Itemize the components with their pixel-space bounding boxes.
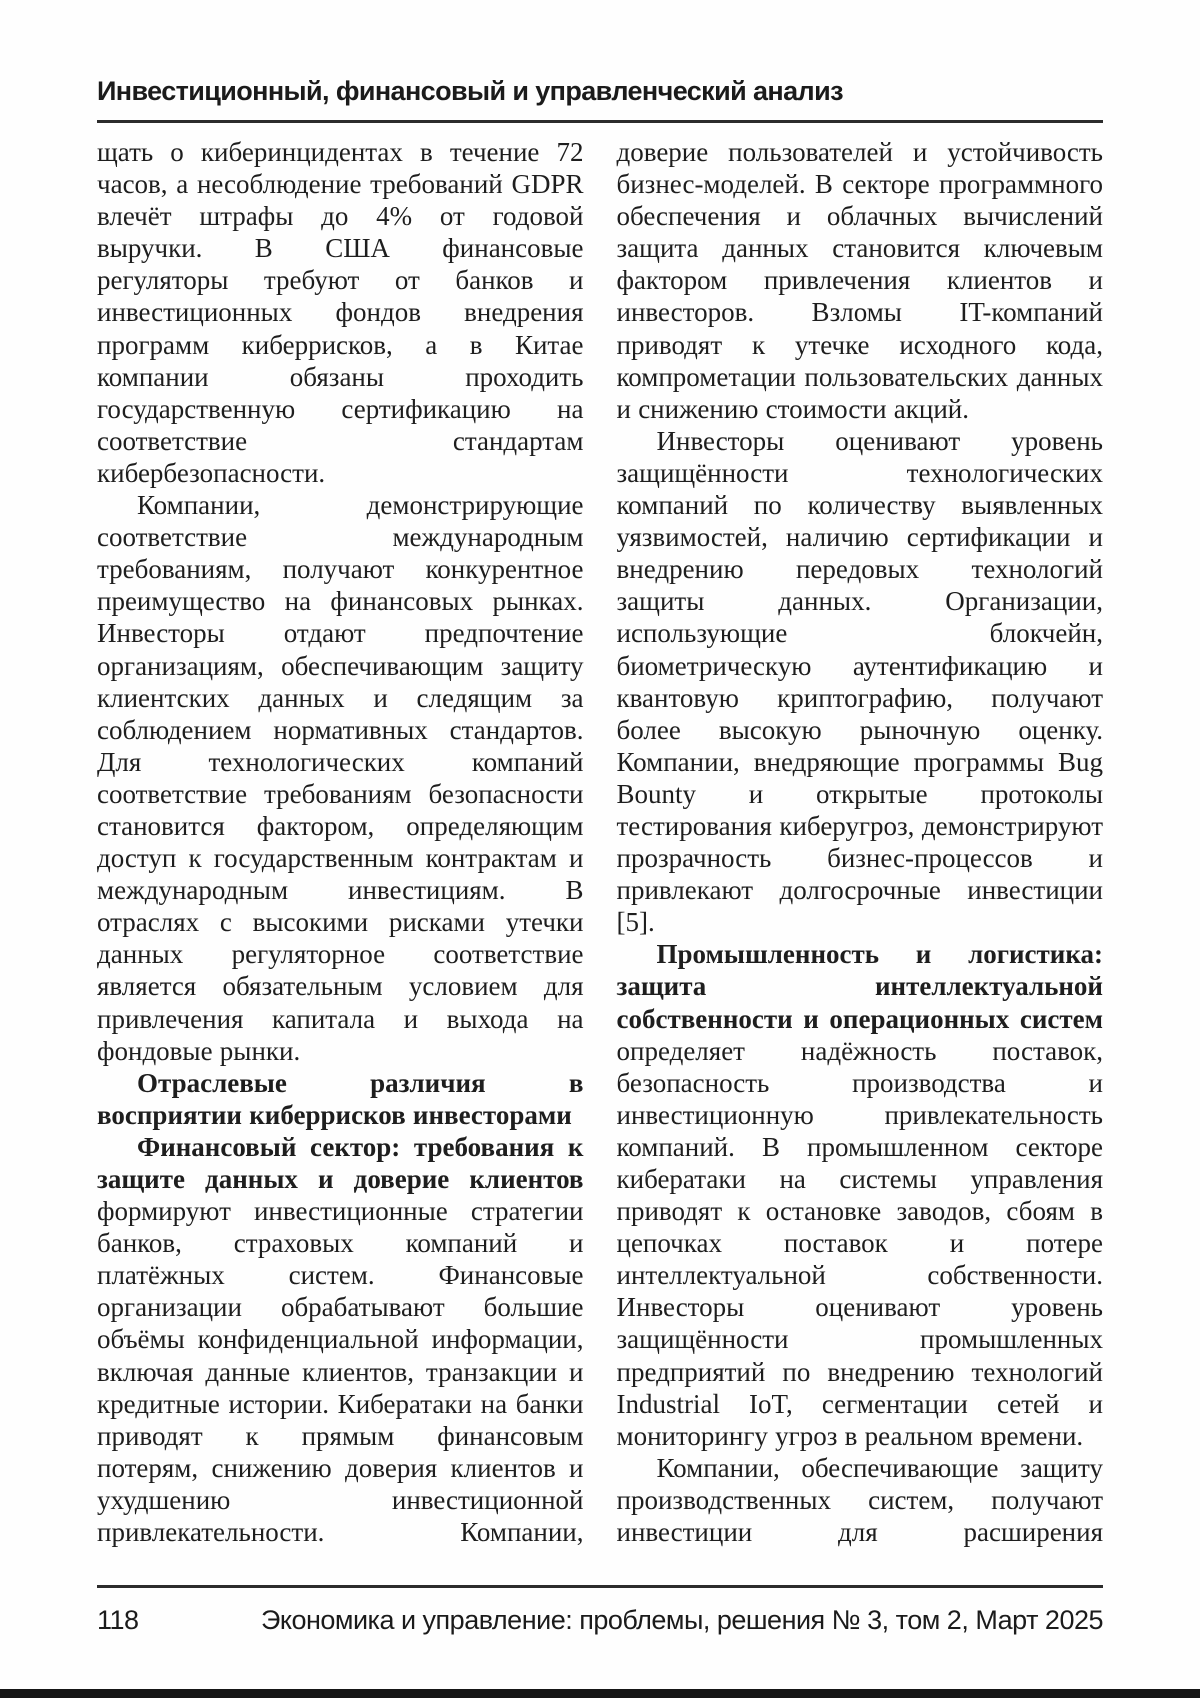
- running-header: [97, 0, 1103, 123]
- footer-rule: [97, 1585, 1103, 1588]
- paragraph-text: Инвесторы оценивают уровень защищённости технологических компаний по количеству выявленных уязвимостей, наличию сертификации и внедрению передовых технологий защиты данных. Организации, использующие блокчейн, биометрическую аутентификацию и квантовую криптографию, получают более высокую рыночную оценку. Компании, внедряющие программы Bug Bounty и открытые протоколы тестирования киберугроз, демонстрируют прозрачность бизнес-процессов и привлекают долгосрочные инвестиции [5].: [616, 425, 1103, 938]
- paragraph-lead: Промышленность и логистика: защита интеллектуальной собственности и операционных систем: [616, 939, 1103, 1034]
- paragraph: [97, 489, 584, 1067]
- paragraph: [617, 938, 1104, 1452]
- left-column: [97, 136, 584, 1551]
- paragraph-continuation: [97, 136, 584, 489]
- two-column-body: [97, 136, 1103, 1551]
- paragraph-text: доверие пользователей и устойчивость бизнес-моделей. В секторе программного обеспечения и облачных вычислений защита данных становится ключевым фактором привлечения клиентов и инвесторов. Взломы IT-компаний приводят к утечке исходного кода, компрометации пользовательских данных и снижению стоимости акций.: [616, 137, 1103, 424]
- page-number: 118: [97, 1605, 139, 1635]
- scan-edge-artifact: [0, 1689, 1200, 1698]
- paragraph: [617, 425, 1104, 939]
- paragraph-text: Компании, обеспечивающие защиту производственных систем, получают инвестиции для расширения: [616, 1452, 1103, 1548]
- paragraph-lead: Финансовый сектор: требования к защите данных и доверие клиентов: [97, 1131, 584, 1194]
- running-footer: [97, 1572, 1103, 1636]
- journal-title: Экономика и управление: проблемы, решения № 3, том 2, Март 2025: [260, 1605, 1103, 1635]
- paragraph-text: Компании, демонстрирующие соответствие международным требованиям, получают конкурентное преимущество на финансовых рынках. Инвесторы отдают предпочтение организациям, обеспечивающим защиту клиентских данных и следящим за соблюдением нормативных стандартов. Для технологических компаний соответствие требованиям безопасности становится фактором, определяющим доступ к государственным контрактам и международным инвестициям. В отраслях с высокими рисками утечки данных регуляторное соответствие является обязательным условием для привлечения капитала и выхода на фондовые рынки.: [97, 490, 584, 1066]
- paragraph-continuation: [617, 136, 1104, 425]
- paragraph-text: формируют инвестиционные стратегии банков, страховых компаний и платёжных систем. Финансовые организации обрабатывают большие объёмы конфиденциальной информации, включая данные клиентов, транзакции и кредитные истории. Кибератаки на банки приводят к прямым финансовым потерям, снижению доверия клиентов и ухудшению инвестиционной привлекательности. Компании,: [97, 1196, 584, 1548]
- section-heading: [97, 1067, 584, 1131]
- paragraph-text: щать о киберинцидентах в течение 72 часов, а несоблюдение требований GDPR влечёт штрафы до 4% от годовой выручки. В США финансовые регуляторы требуют от банков и инвестиционных фондов внедрения программ киберрисков, а в Китае компании обязаны проходить государственную сертификацию на соответствие стандартам кибербезопасности.: [97, 137, 584, 488]
- right-column: [617, 136, 1104, 1551]
- page-title: Инвестиционный, финансовый и управленческий анализ: [97, 76, 843, 106]
- paragraph: [617, 1452, 1104, 1551]
- heading-text: Отраслевые различия в восприятии киберрисков инвесторами: [97, 1067, 584, 1130]
- paragraph-text: определяет надёжность поставок, безопасность производства и инвестиционную привлекательность компаний. В промышленном секторе кибератаки на системы управления приводят к остановке заводов, сбоям в цепочках поставок и потере интеллектуальной собственности. Инвесторы оценивают уровень защищённости промышленных предприятий по внедрению технологий Industrial IoT, сегментации сетей и мониторингу угроз в реальном времени.: [616, 1035, 1103, 1451]
- paragraph: [97, 1131, 584, 1551]
- header-rule: [97, 120, 1103, 123]
